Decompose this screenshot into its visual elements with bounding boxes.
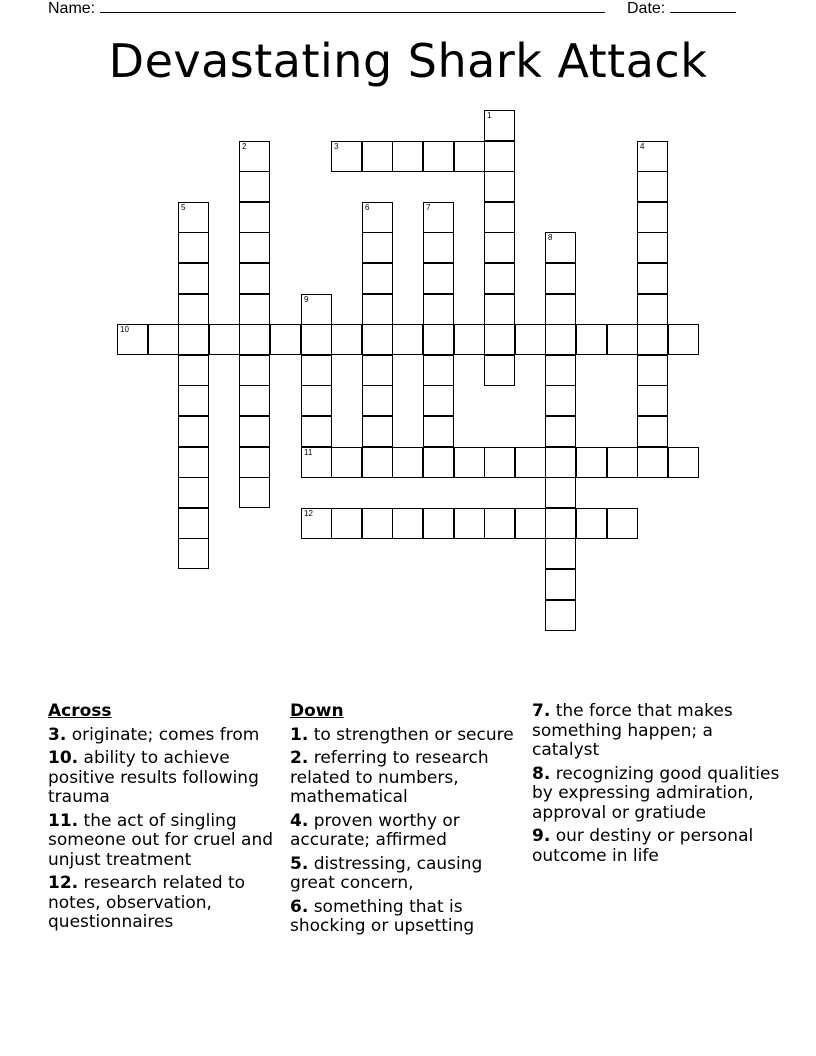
clue-number-label: 2. xyxy=(290,748,309,768)
crossword-cell[interactable] xyxy=(576,324,607,355)
down-heading: Down xyxy=(290,701,344,721)
crossword-cell[interactable] xyxy=(362,447,393,478)
clue xyxy=(532,765,782,824)
crossword-cell[interactable] xyxy=(515,324,546,355)
clue xyxy=(48,749,288,808)
crossword-cell[interactable] xyxy=(545,416,576,447)
crossword-cell[interactable] xyxy=(178,263,209,294)
clue xyxy=(48,874,288,933)
clue-number-label: 7. xyxy=(532,701,551,721)
crossword-cell[interactable] xyxy=(239,355,270,386)
crossword-cell[interactable] xyxy=(392,141,423,172)
crossword-cell[interactable] xyxy=(637,416,668,447)
clue-number: 2 xyxy=(242,142,247,151)
crossword-cell[interactable] xyxy=(454,141,485,172)
crossword-cell[interactable] xyxy=(545,294,576,325)
crossword-cell[interactable] xyxy=(178,447,209,478)
crossword-cell[interactable] xyxy=(331,447,362,478)
crossword-cell[interactable] xyxy=(239,385,270,416)
crossword-cell[interactable] xyxy=(668,324,699,355)
date-label: Date: xyxy=(627,0,666,17)
clue-text: recognizing good qualities by expressing admiration, approval or gratiude xyxy=(532,763,780,823)
clue-text: originate; comes from xyxy=(66,724,260,745)
down-clue-list-continued xyxy=(532,702,782,866)
crossword-cell[interactable] xyxy=(484,324,515,355)
clue-number-label: 6. xyxy=(290,896,309,917)
crossword-cell[interactable] xyxy=(545,600,576,631)
crossword-cell[interactable] xyxy=(484,294,515,325)
clue-text: referring to research related to numbers, mathematical xyxy=(290,748,489,807)
crossword-cell[interactable] xyxy=(454,447,485,478)
crossword-cell[interactable] xyxy=(362,263,393,294)
crossword-cell[interactable] xyxy=(362,294,393,325)
crossword-cell[interactable] xyxy=(545,477,576,508)
clue-number: 3 xyxy=(334,142,339,151)
crossword-cell[interactable] xyxy=(117,324,148,355)
crossword-cell[interactable] xyxy=(423,324,454,355)
crossword-cell[interactable] xyxy=(637,263,668,294)
across-clues xyxy=(48,702,288,937)
clue-number: 11 xyxy=(304,448,313,457)
crossword-cell[interactable] xyxy=(239,171,270,202)
crossword-cell[interactable] xyxy=(362,508,393,539)
crossword-cell[interactable] xyxy=(484,355,515,386)
crossword-cell[interactable] xyxy=(423,447,454,478)
clue-text: the force that makes something happen; a catalyst xyxy=(532,701,733,760)
crossword-cell[interactable] xyxy=(423,202,454,233)
crossword-cell[interactable] xyxy=(178,324,209,355)
crossword-cell[interactable] xyxy=(454,508,485,539)
crossword-cell[interactable] xyxy=(484,110,515,141)
crossword-cell[interactable] xyxy=(270,324,301,355)
crossword-cell[interactable] xyxy=(392,324,423,355)
crossword-cell[interactable] xyxy=(239,232,270,263)
clue-text: the act of singling someone out for cruel and unjust treatment xyxy=(48,810,274,870)
crossword-cell[interactable] xyxy=(423,263,454,294)
clue-number: 12 xyxy=(304,509,313,518)
crossword-cell[interactable] xyxy=(392,447,423,478)
crossword-cell[interactable] xyxy=(576,508,607,539)
crossword-cell[interactable] xyxy=(484,171,515,202)
crossword-cell[interactable] xyxy=(178,355,209,386)
crossword-cell[interactable] xyxy=(362,232,393,263)
crossword-cell[interactable] xyxy=(668,447,699,478)
clue-number: 10 xyxy=(120,325,129,334)
crossword-cell[interactable] xyxy=(362,355,393,386)
crossword-cell[interactable] xyxy=(637,232,668,263)
crossword-cell[interactable] xyxy=(637,294,668,325)
crossword-cell[interactable] xyxy=(239,294,270,325)
down-clues xyxy=(290,702,530,941)
crossword-cell[interactable] xyxy=(239,416,270,447)
clue xyxy=(532,702,782,761)
crossword-cell[interactable] xyxy=(392,508,423,539)
crossword-cell[interactable] xyxy=(484,263,515,294)
clue-number: 8 xyxy=(548,233,553,242)
crossword-cell[interactable] xyxy=(637,324,668,355)
clue-number: 4 xyxy=(640,142,645,151)
clue-number-label: 12. xyxy=(48,873,79,893)
clue xyxy=(48,812,288,871)
crossword-cell[interactable] xyxy=(301,385,332,416)
crossword-cell[interactable] xyxy=(484,447,515,478)
crossword-cell[interactable] xyxy=(576,447,607,478)
clue-number: 1 xyxy=(487,111,492,120)
clue-number: 5 xyxy=(181,203,186,212)
crossword-cell[interactable] xyxy=(178,232,209,263)
clue-text: distressing, causing great concern, xyxy=(290,853,483,893)
crossword-cell[interactable] xyxy=(331,324,362,355)
crossword-cell[interactable] xyxy=(637,355,668,386)
crossword-cell[interactable] xyxy=(178,477,209,508)
crossword-cell[interactable] xyxy=(239,202,270,233)
clue-text: research related to notes, observation, questionnaires xyxy=(48,873,246,932)
crossword-cell[interactable] xyxy=(545,569,576,600)
crossword-cell[interactable] xyxy=(301,447,332,478)
crossword-cell[interactable] xyxy=(484,141,515,172)
clue-number-label: 1. xyxy=(290,724,309,745)
crossword-cell[interactable] xyxy=(607,447,638,478)
crossword-cell[interactable] xyxy=(178,416,209,447)
crossword-cell[interactable] xyxy=(545,263,576,294)
crossword-cell[interactable] xyxy=(239,324,270,355)
crossword-cell[interactable] xyxy=(637,447,668,478)
crossword-cell[interactable] xyxy=(239,477,270,508)
crossword-cell[interactable] xyxy=(239,263,270,294)
clue-number-label: 8. xyxy=(532,763,551,784)
crossword-cell[interactable] xyxy=(545,447,576,478)
clue xyxy=(290,812,530,851)
crossword-cell[interactable] xyxy=(178,538,209,569)
clue-number: 6 xyxy=(365,203,370,212)
clue-number-label: 4. xyxy=(290,810,309,831)
crossword-cell[interactable] xyxy=(331,141,362,172)
crossword-cell[interactable] xyxy=(301,294,332,325)
clue xyxy=(532,827,782,866)
crossword-cell[interactable] xyxy=(423,294,454,325)
crossword-cell[interactable] xyxy=(607,324,638,355)
crossword-cell[interactable] xyxy=(362,202,393,233)
clue-number-label: 5. xyxy=(290,853,309,874)
across-clue-list xyxy=(48,726,288,933)
crossword-cell[interactable] xyxy=(637,171,668,202)
crossword-cell[interactable] xyxy=(545,385,576,416)
crossword-cell[interactable] xyxy=(331,508,362,539)
crossword-cell[interactable] xyxy=(545,232,576,263)
crossword-cell[interactable] xyxy=(148,324,179,355)
down-clue-list xyxy=(290,726,530,937)
clue-number-label: 11. xyxy=(48,810,79,831)
crossword-cell[interactable] xyxy=(423,508,454,539)
crossword-cell[interactable] xyxy=(178,294,209,325)
crossword-cell[interactable] xyxy=(301,355,332,386)
crossword-cell[interactable] xyxy=(423,355,454,386)
clue xyxy=(290,898,530,937)
crossword-cell[interactable] xyxy=(454,324,485,355)
crossword-cell[interactable] xyxy=(637,202,668,233)
clue-text: ability to achieve positive results following trauma xyxy=(48,748,259,807)
crossword-cell[interactable] xyxy=(178,508,209,539)
clue-number-label: 9. xyxy=(532,826,551,846)
name-label: Name: xyxy=(48,0,96,17)
crossword-cell[interactable] xyxy=(423,232,454,263)
crossword-cell[interactable] xyxy=(545,324,576,355)
crossword-cell[interactable] xyxy=(301,416,332,447)
crossword-cell[interactable] xyxy=(607,508,638,539)
clue-number-label: 3. xyxy=(48,724,67,745)
crossword-cell[interactable] xyxy=(178,202,209,233)
clue-number: 9 xyxy=(304,295,309,304)
crossword-cell[interactable] xyxy=(545,508,576,539)
crossword-cell[interactable] xyxy=(637,141,668,172)
crossword-cell[interactable] xyxy=(362,324,393,355)
crossword-cell[interactable] xyxy=(239,141,270,172)
clue xyxy=(48,726,288,746)
clue xyxy=(290,855,530,894)
crossword-cell[interactable] xyxy=(545,355,576,386)
crossword-cell[interactable] xyxy=(484,508,515,539)
crossword-cell[interactable] xyxy=(209,324,240,355)
crossword-cell[interactable] xyxy=(178,385,209,416)
crossword-cell[interactable] xyxy=(423,141,454,172)
crossword-cell[interactable] xyxy=(362,141,393,172)
clue-text: proven worthy or accurate; affirmed xyxy=(290,810,460,850)
clue-text: our destiny or personal outcome in life xyxy=(532,826,754,866)
crossword-cell[interactable] xyxy=(362,385,393,416)
crossword-cell[interactable] xyxy=(239,447,270,478)
across-heading: Across xyxy=(48,701,112,721)
crossword-cell[interactable] xyxy=(301,508,332,539)
crossword-cell[interactable] xyxy=(423,416,454,447)
crossword-cell[interactable] xyxy=(637,385,668,416)
crossword-cell[interactable] xyxy=(515,447,546,478)
crossword-cell[interactable] xyxy=(301,324,332,355)
crossword-cell[interactable] xyxy=(484,232,515,263)
crossword-cell[interactable] xyxy=(515,508,546,539)
clue-text: to strengthen or secure xyxy=(308,724,514,745)
clue-number-label: 10. xyxy=(48,748,79,768)
puzzle-title: Devastating Shark Attack xyxy=(108,34,708,88)
clue xyxy=(290,726,530,746)
clue-number: 7 xyxy=(426,203,431,212)
clue-text: something that is shocking or upsetting xyxy=(290,896,475,936)
crossword-cell[interactable] xyxy=(423,385,454,416)
crossword-cell[interactable] xyxy=(545,538,576,569)
crossword-cell[interactable] xyxy=(362,416,393,447)
crossword-cell[interactable] xyxy=(484,202,515,233)
clue xyxy=(290,749,530,808)
down-clues-continued xyxy=(532,702,782,870)
